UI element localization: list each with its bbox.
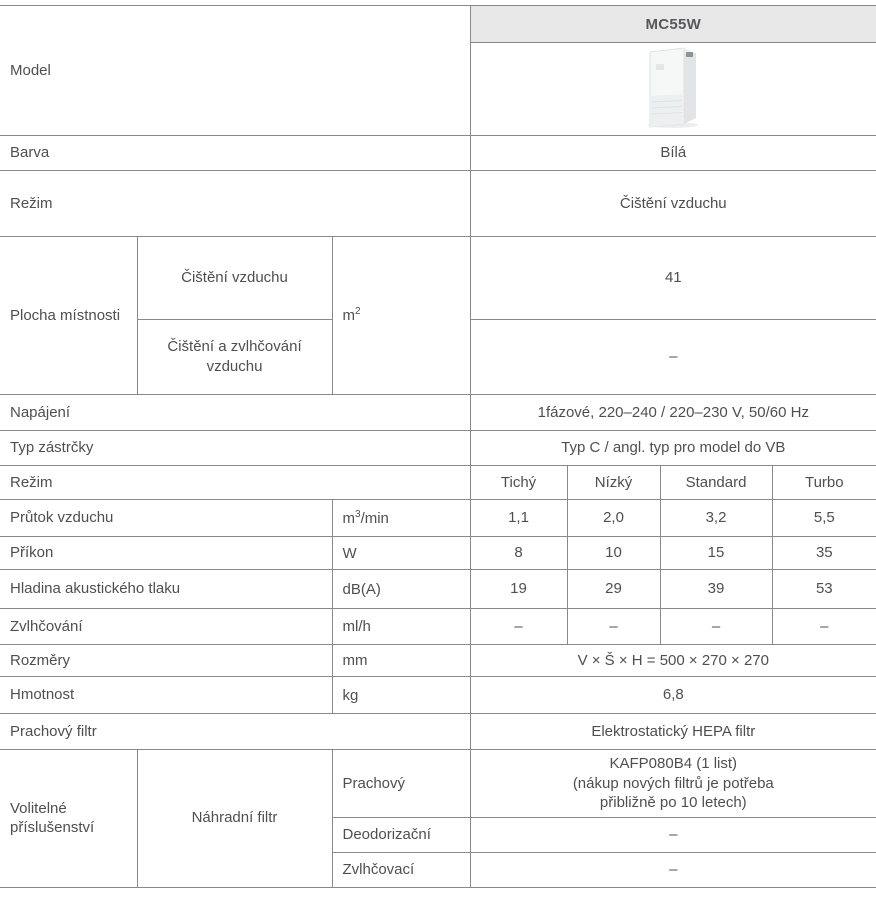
row-label-rezim-modes: Režim [0,466,470,500]
value-hladina-tichy: 19 [470,570,567,609]
value-prachovy-line3: přibližně po 10 letech) [599,794,747,811]
value-zvlhcovani-turbo: – [772,609,876,645]
unit-hmotnost: kg [332,677,470,714]
value-prachovy-line1: KAFP080B4 (1 list) [609,755,738,772]
value-hladina-turbo: 53 [772,570,876,609]
row-label-prislusenstvi: Volitelné příslušenství [0,750,137,888]
row-label-prachovy-filtr: Prachový filtr [0,714,470,750]
unit-plocha [332,237,470,395]
row-label-rozmery: Rozměry [0,645,332,677]
row-label-model: Model [0,6,470,136]
value-typ-zastrcky: Typ C / angl. typ pro model do VB [470,431,876,466]
value-hmotnost: 6,8 [470,677,876,714]
value-prutok-nizky: 2,0 [567,500,660,537]
value-prikon-standard: 15 [660,537,772,570]
sublabel-zvlhcovaci: Zvlhčovací [332,852,470,887]
unit-exponent: 2 [355,306,361,317]
row-label-prutok: Průtok vzduchu [0,500,332,537]
row-label-zvlhcovani: Zvlhčování [0,609,332,645]
value-prikon-nizky: 10 [567,537,660,570]
row-label-barva: Barva [0,136,470,171]
group-label-nahradni-filtr: Náhradní filtr [137,750,332,888]
sublabel-plocha-cisteni: Čištění vzduchu [137,237,332,320]
unit-hladina: dB(A) [332,570,470,609]
row-label-plocha: Plocha místnosti [0,237,137,395]
sublabel-plocha-zvlhcovani: Čištění a zvlhčování vzduchu [137,320,332,395]
sublabel-prachovy: Prachový [332,750,470,818]
unit-prikon: W [332,537,470,570]
value-prikon-tichy: 8 [470,537,567,570]
value-zvlhcovaci: – [470,852,876,887]
value-plocha-cisteni: 41 [470,237,876,320]
value-rezim: Čištění vzduchu [470,171,876,237]
mode-header-standard: Standard [660,466,772,500]
row-label-hladina: Hladina akustického tlaku [0,570,332,609]
value-prikon-turbo: 35 [772,537,876,570]
model-code-header: MC55W [470,6,876,43]
spec-table [0,5,876,888]
unit-exponent: 3 [355,508,361,520]
value-prachovy-line2: (nákup nových filtrů je potřeba [572,774,774,792]
value-prutok-tichy: 1,1 [470,500,567,537]
product-image [642,44,704,130]
value-plocha-zvlhcovani: – [470,320,876,395]
value-prutok-standard: 3,2 [660,500,772,537]
row-label-prikon: Příkon [0,537,332,570]
row-label-typ-zastrcky: Typ zástrčky [0,431,470,466]
value-hladina-nizky: 29 [567,570,660,609]
unit-prutok [332,500,470,537]
value-napajeni: 1fázové, 220–240 / 220–230 V, 50/60 Hz [470,395,876,431]
value-zvlhcovani-standard: – [660,609,772,645]
sublabel-deodorizacni: Deodorizační [332,817,470,852]
row-label-rezim: Režim [0,171,470,237]
unit-rozmery: mm [332,645,470,677]
mode-header-nizky: Nízký [567,466,660,500]
value-prutok-turbo: 5,5 [772,500,876,537]
unit-base: m [342,307,355,324]
unit-base: m [342,509,355,527]
unit-zvlhcovani: ml/h [332,609,470,645]
value-prachovy [470,750,876,818]
mode-header-tichy: Tichý [470,466,567,500]
row-label-hmotnost: Hmotnost [0,677,332,714]
row-label-napajeni: Napájení [0,395,470,431]
value-prachovy-filtr: Elektrostatický HEPA filtr [470,714,876,750]
value-rozmery: V × Š × H = 500 × 270 × 270 [470,645,876,677]
product-image-cell [470,43,876,136]
unit-rest: /min [360,509,389,527]
value-zvlhcovani-tichy: – [470,609,567,645]
value-zvlhcovani-nizky: – [567,609,660,645]
value-hladina-standard: 39 [660,570,772,609]
value-barva: Bílá [470,136,876,171]
mode-header-turbo: Turbo [772,466,876,500]
value-deodorizacni: – [470,817,876,852]
